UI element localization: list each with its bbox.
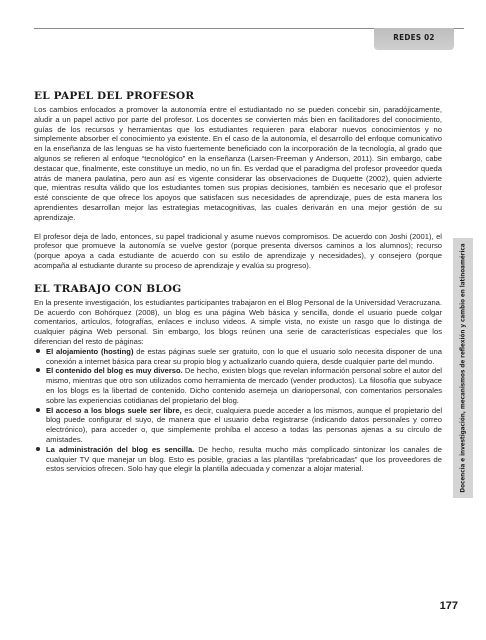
bullet-icon [36, 349, 40, 353]
list-item [34, 366, 442, 405]
side-running-title: Docencia e investigación, mecanismos de reflexión y cambio en latinoamérica [459, 243, 467, 493]
list-item-text: de estas páginas suele ser gratuito, con lo que el usuario solo necesita disponer de una conexión a internet básica para crear su propio blog y actualizarlo cuando quiera, desde cualquier parte del mundo. [46, 346, 442, 366]
list-item [34, 406, 442, 445]
list-item-lead: La administración del blog es sencilla. [46, 444, 195, 454]
characteristics-list [34, 347, 442, 474]
section-spacer [34, 271, 442, 283]
list-item-lead: El acceso a los blogs suele ser libre, [46, 405, 182, 415]
list-item-text: es decir, cualquiera puede acceder a los mismos, aunque el propietario del blog puede configurar el suyo, de manera que el usuario deba registrarse (indicando datos personales y correo electrónico), para acceder o, que simplemente prohíba el acceso a todas las personas ajenas a su círculo de amistades. [46, 405, 443, 444]
list-item-lead: El contenido del blog es muy diverso. [46, 366, 183, 376]
running-header: REDES 02 [393, 33, 435, 42]
list-item [34, 347, 442, 367]
bullet-icon [36, 408, 40, 412]
section-heading-trabajo-blog: EL TRABAJO CON BLOG [34, 282, 182, 295]
paragraph: El profesor deja de lado, entonces, su papel tradicional y asume nuevos compromisos. De acuerdo con Joshi (2001), el profesor que promueve la autonomía se vuelve gestor (porque presenta diversos caminos a los alumnos); recurso (porque apoya a cada estudiante de acuerdo con su estilo de aprendizaje y necesidades), y consejero (porque acompaña al estudiante durante su proceso de aprendizaje y evalúa su progreso). [34, 231, 442, 270]
list-item-lead: El alojamiento (hosting) [46, 346, 134, 356]
section-heading-papel-profesor: EL PAPEL DEL PROFESOR [34, 90, 195, 102]
bullet-icon [36, 368, 40, 372]
list-item [34, 445, 442, 474]
paragraph: Los cambios enfocados a promover la autonomía entre el estudiantado no se pueden concebir sin, paradójicamente, aludir a un papel activo por parte del profesor. Los docentes se convierten más bien en facilitadores del conocimiento, guías de los recursos y herramientas que los estudiantes requieren para elaborar nuevos conocimientos y no simplemente absorber el conocimiento ya existente. En el caso de la autonomía, el desarrollo del enfoque comunicativo en la enseñanza de las lenguas se ha visto fuertemente beneficiado con la incorporación de la tecnología, al grado que algunos se refieren al enfoque “tecnológico” en la enseñanza (Larsen-Freeman y Anderson, 2011). Sin embargo, cabe destacar que, finalmente, este constituye un medio, no un fin. Es verdad que el paradigma del profesor proveedor queda atrás de manera paulatina, pero aun así es vigente considerar las observaciones de Duquette (2002), quien advierte que, mientras resulta válido que los estudiantes tomen sus propias decisiones, también es necesario que el profesor esté consciente de que ofrece los apoyos que satisfacen sus necesidades de aprendizaje, pues de esta manera los aprendientes desarrollan mejor las estrategias metacognitivas, las cuales derivarán en una mejor gestión de su aprendizaje. [34, 105, 442, 222]
list-item-text: De hecho, existen blogs que revelan información personal sobre el autor del mismo, mientras que otro son utilizados como herramienta de mercado (vender productos). La filosofía que subyace en los blogs es la libertad de contenido. Dicho contenido asemeja un diariopersonal, con comentarios personales sobre las experiencias cotidianas del propietario del blog. [46, 366, 442, 405]
bullet-icon [36, 447, 40, 451]
main-content [34, 90, 442, 474]
list-item-text: De hecho, resulta mucho más complicado sintonizar los canales de cualquier TV que manejar un blog. Esto es posible, gracias a las plantillas “prefabricadas” que los proveedores de estos servicios ofrecen. Solo hay que elegir la plantilla adecuada y comenzar a alojar material. [46, 444, 442, 474]
page-number: 177 [439, 600, 458, 612]
paragraph: En la presente investigación, los estudiantes participantes trabajaron en el Blog Personal de la Universidad Veracruzana. De acuerdo con Bohórquez (2008), un blog es una página Web básica y sencilla, donde el usuario puede colgar comentarios, artículos, fotografías, enlaces e incluso videos. A simple vista, no existe un rasgo que lo distinga de cualquier página Web personal. Sin embargo, los blogs reúnen una serie de características especiales que los diferencian del resto de páginas: [34, 297, 442, 346]
